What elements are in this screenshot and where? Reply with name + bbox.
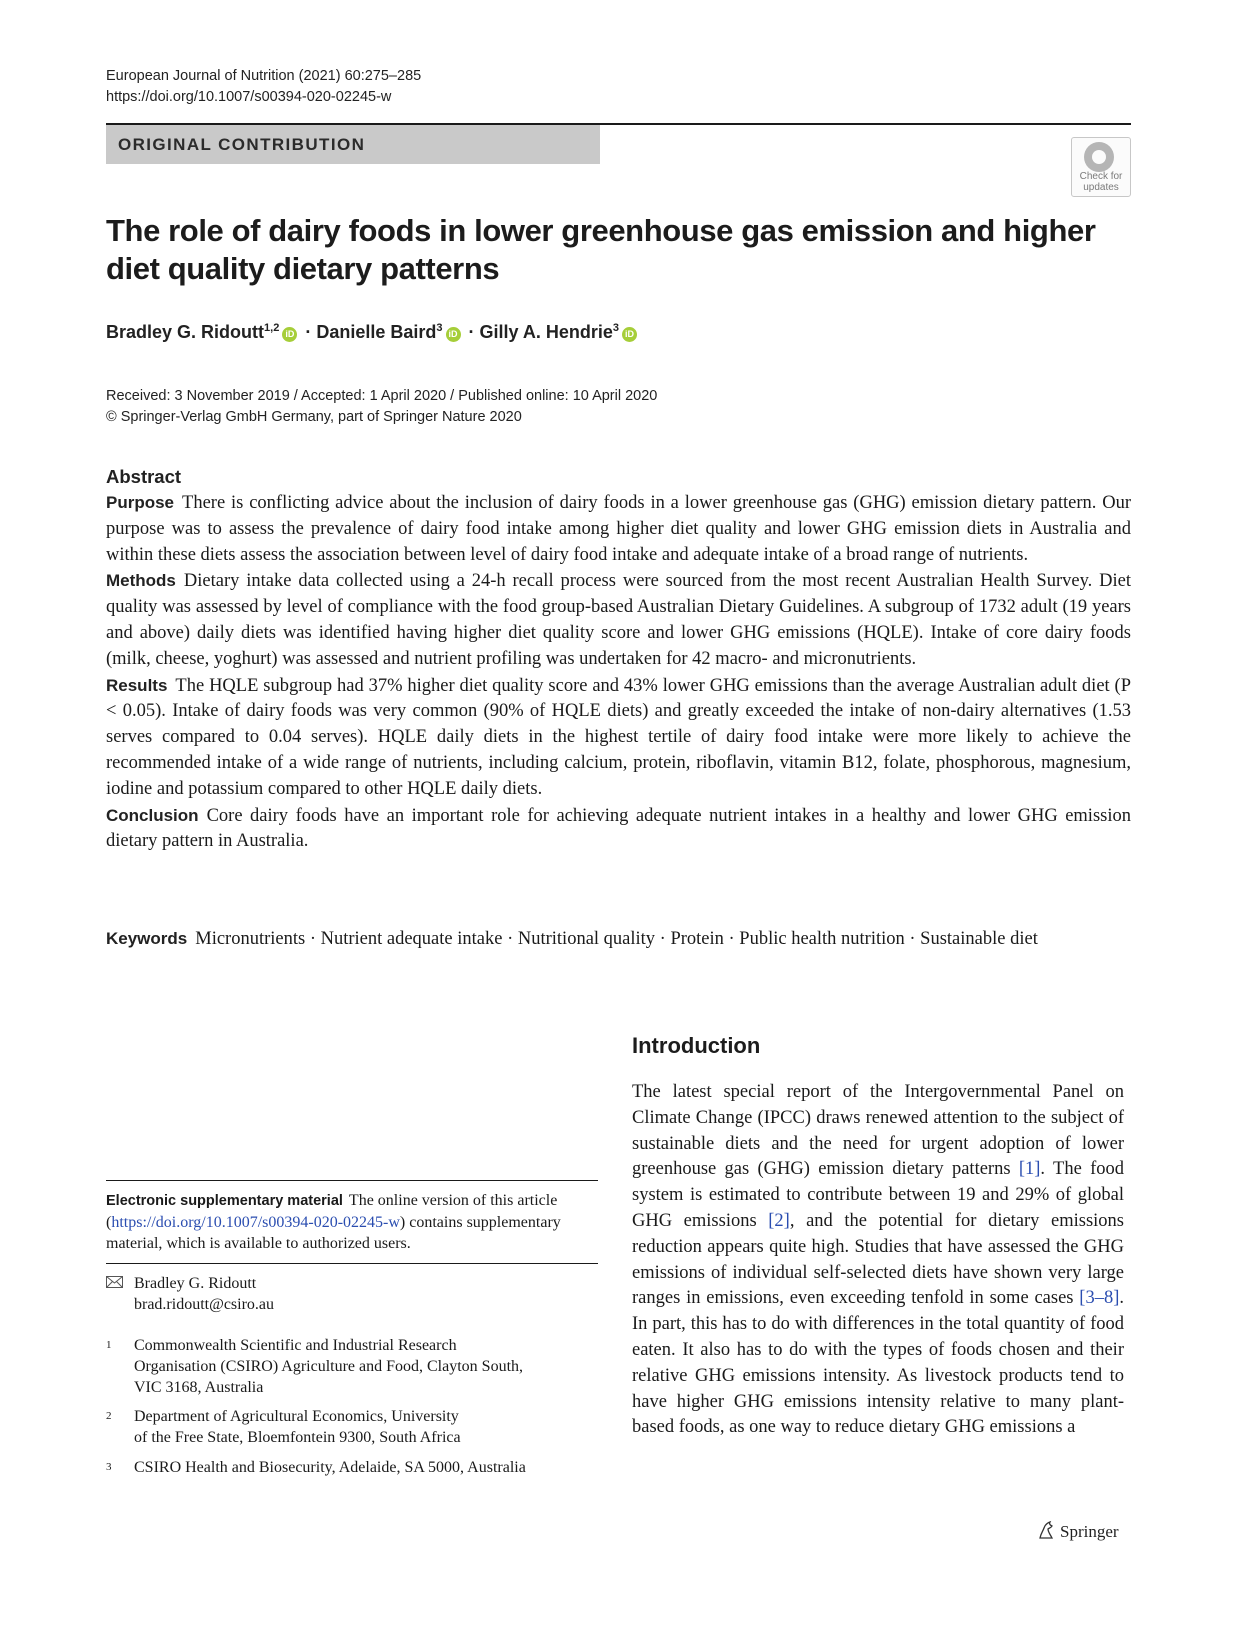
abstract-results [106,673,1131,803]
conclusion-text: Core dairy foods have an important role for achieving adequate nutrient intakes in a healthy and lower GHG emission dietary pattern in Australia. [106,805,1131,852]
intro-text: , and the potential for dietary emissions reduction appears quite high. Studies that have assessed the GHG emissions of individual self-selected diets have shown very large ranges in emissions, even exceeding tenfold in some cases [632,1210,1125,1309]
author-affiliation-mark: 1,2 [264,322,280,334]
publisher-name: Springer [1060,1522,1119,1541]
intro-text: . In part, this has to do with differences in the total quantity of food eaten. It also has to do with the types of foods chosen and their relative GHG emissions intensity. As livestock products tend to have higher GHG emissions intensity relative to many plant-based foods, as one way to reduce dietary GHG emissions a [632,1288,1124,1438]
orcid-icon[interactable]: iD [446,327,461,342]
results-text: The HQLE subgroup had 37% higher diet quality score and 43% lower GHG emissions than the average Australian adult diet (P < 0.05). Intake of dairy foods was very common (90% of HQLE diets) and greatly exceeded the intake of non-dairy alternatives (1.53 serves compared to 0.04 serves). HQLE daily diets in the highest tertile of dairy food intake were more likely to achieve the recommended intake of a wide range of nutrients, including calcium, protein, riboflavin, vitamin B12, folate, phosphorous, magnesium, iodine and potassium compared to other HQLE daily diets. [106,675,1131,799]
envelope-icon [106,1276,123,1288]
article-title [106,212,1106,288]
methods-label: Methods [106,571,176,591]
abstract-conclusion [106,803,1131,856]
author-affiliation-mark: 3 [612,322,620,334]
title-line-1: The role of dairy foods in lower greenhouse gas emission and higher [106,213,1096,248]
author-separator: · [305,322,312,342]
author-name: Bradley G. Ridoutt [106,322,265,342]
citation-link[interactable]: [1] [1018,1159,1041,1180]
abstract-methods [106,568,1131,672]
check-updates-line1: Check for [1079,171,1123,182]
supplementary-text-a: The online version of this article ( [106,1192,558,1231]
affiliation-mark: 3 [106,1461,112,1473]
orcid-icon[interactable]: iD [622,327,637,342]
introduction-heading: Introduction [632,1033,761,1058]
affiliation-line: of the Free State, Bloemfontein 9300, South Africa [134,1429,461,1446]
intro-text: . The food system is estimated to contribute between 19 and 29% of global GHG emissions [632,1159,1124,1231]
article-dates [106,386,657,428]
keywords [106,926,1131,953]
affiliation-line: Organisation (CSIRO) Agriculture and Food, Clayton South, [134,1358,524,1375]
supplementary-note [106,1190,576,1254]
methods-text: Dietary intake data collected using a 24-h recall process were sourced from the most recent Australian Health Survey. Diet quality was assessed by level of compliance with the food group-based Australian Dietary Guidelines. A subgroup of 1732 adult (19 years and above) daily diets was identified having higher diet quality score and lower GHG emissions (HQLE). Intake of core dairy foods (milk, cheese, yoghurt) was assessed and nutrient profiling was undertaken for 42 macro- and micronutrients. [106,571,1131,669]
results-label: Results [106,675,168,695]
supplementary-text-b: ) contains supplementary material, which is available to authorized users. [106,1214,561,1252]
journal-doi[interactable]: https://doi.org/10.1007/s00394-020-02245-w [106,89,392,105]
author-affiliation-mark: 3 [436,322,443,334]
correspondence [106,1273,606,1315]
introduction-paragraph [632,1080,1124,1441]
abstract-heading: Abstract [106,466,182,487]
check-for-updates-badge[interactable] [1071,137,1131,197]
footnote-rule-2 [106,1263,598,1264]
section-tag-label: ORIGINAL CONTRIBUTION [118,135,366,154]
check-updates-line2: updates [1083,182,1119,193]
affiliation-mark: 2 [106,1410,112,1422]
section-tag [106,125,600,164]
journal-citation: European Journal of Nutrition (2021) 60:275–285 [106,68,422,84]
title-line-2: diet quality dietary patterns [106,251,500,286]
abstract-purpose [106,490,1131,568]
author-list [106,322,640,343]
affiliation-line: CSIRO Health and Biosecurity, Adelaide, SA 5000, Australia [134,1459,526,1476]
history-dates: Received: 3 November 2019 / Accepted: 1 April 2020 / Published online: 10 April 2020 [106,388,658,404]
purpose-text: There is conflicting advice about the inclusion of dairy foods in a lower greenhouse gas (GHG) emission dietary pattern. Our purpose was to assess the prevalence of dairy food intake among higher diet quality and lower GHG emission diets in Australia and within these diets assess the association between level of dairy food intake and adequate intake of a broad range of nutrients. [106,493,1131,565]
supplementary-label: Electronic supplementary material [106,1193,343,1209]
citation-link[interactable]: [3–8] [1079,1288,1120,1309]
author-name: Gilly A. Hendrie [479,322,613,342]
supplementary-doi-link[interactable]: https://doi.org/10.1007/s00394-020-02245-w [111,1214,400,1231]
affiliation-line: VIC 3168, Australia [134,1379,264,1396]
intro-text: The latest special report of the Intergovernmental Panel on Climate Change (IPCC) draws renewed attention to the subject of sustainable diets and the need for urgent adoption of lower greenhouse gas (GHG) emission dietary patterns [632,1082,1124,1180]
affiliation-line: Department of Agricultural Economics, University [134,1408,459,1425]
check-updates-icon [1084,142,1114,172]
keywords-text: Micronutrients · Nutrient adequate intake · Nutritional quality · Protein · Public health nutrition · Sustainable diet [195,929,1038,949]
purpose-label: Purpose [106,493,175,512]
conclusion-label: Conclusion [106,805,199,825]
affiliation-mark: 1 [106,1339,112,1351]
journal-header [106,66,421,108]
author-separator: · [468,322,475,342]
orcid-icon[interactable]: iD [282,327,297,342]
correspondence-email[interactable]: brad.ridoutt@csiro.au [134,1296,275,1313]
affiliation-3 [106,1457,606,1478]
affiliation-1 [106,1335,606,1398]
publisher-footer [1036,1520,1119,1542]
citation-link[interactable]: [2] [768,1210,790,1231]
footnote-rule [106,1180,598,1181]
correspondence-name: Bradley G. Ridoutt [134,1275,257,1292]
copyright-line: © Springer-Verlag GmbH Germany, part of Springer Nature 2020 [106,409,522,425]
affiliation-line: Commonwealth Scientific and Industrial Research [134,1337,457,1354]
affiliation-2 [106,1406,606,1448]
keywords-label: Keywords [106,929,188,948]
abstract [106,464,1131,855]
author-name: Danielle Baird [316,322,437,342]
springer-horse-icon [1036,1520,1056,1540]
